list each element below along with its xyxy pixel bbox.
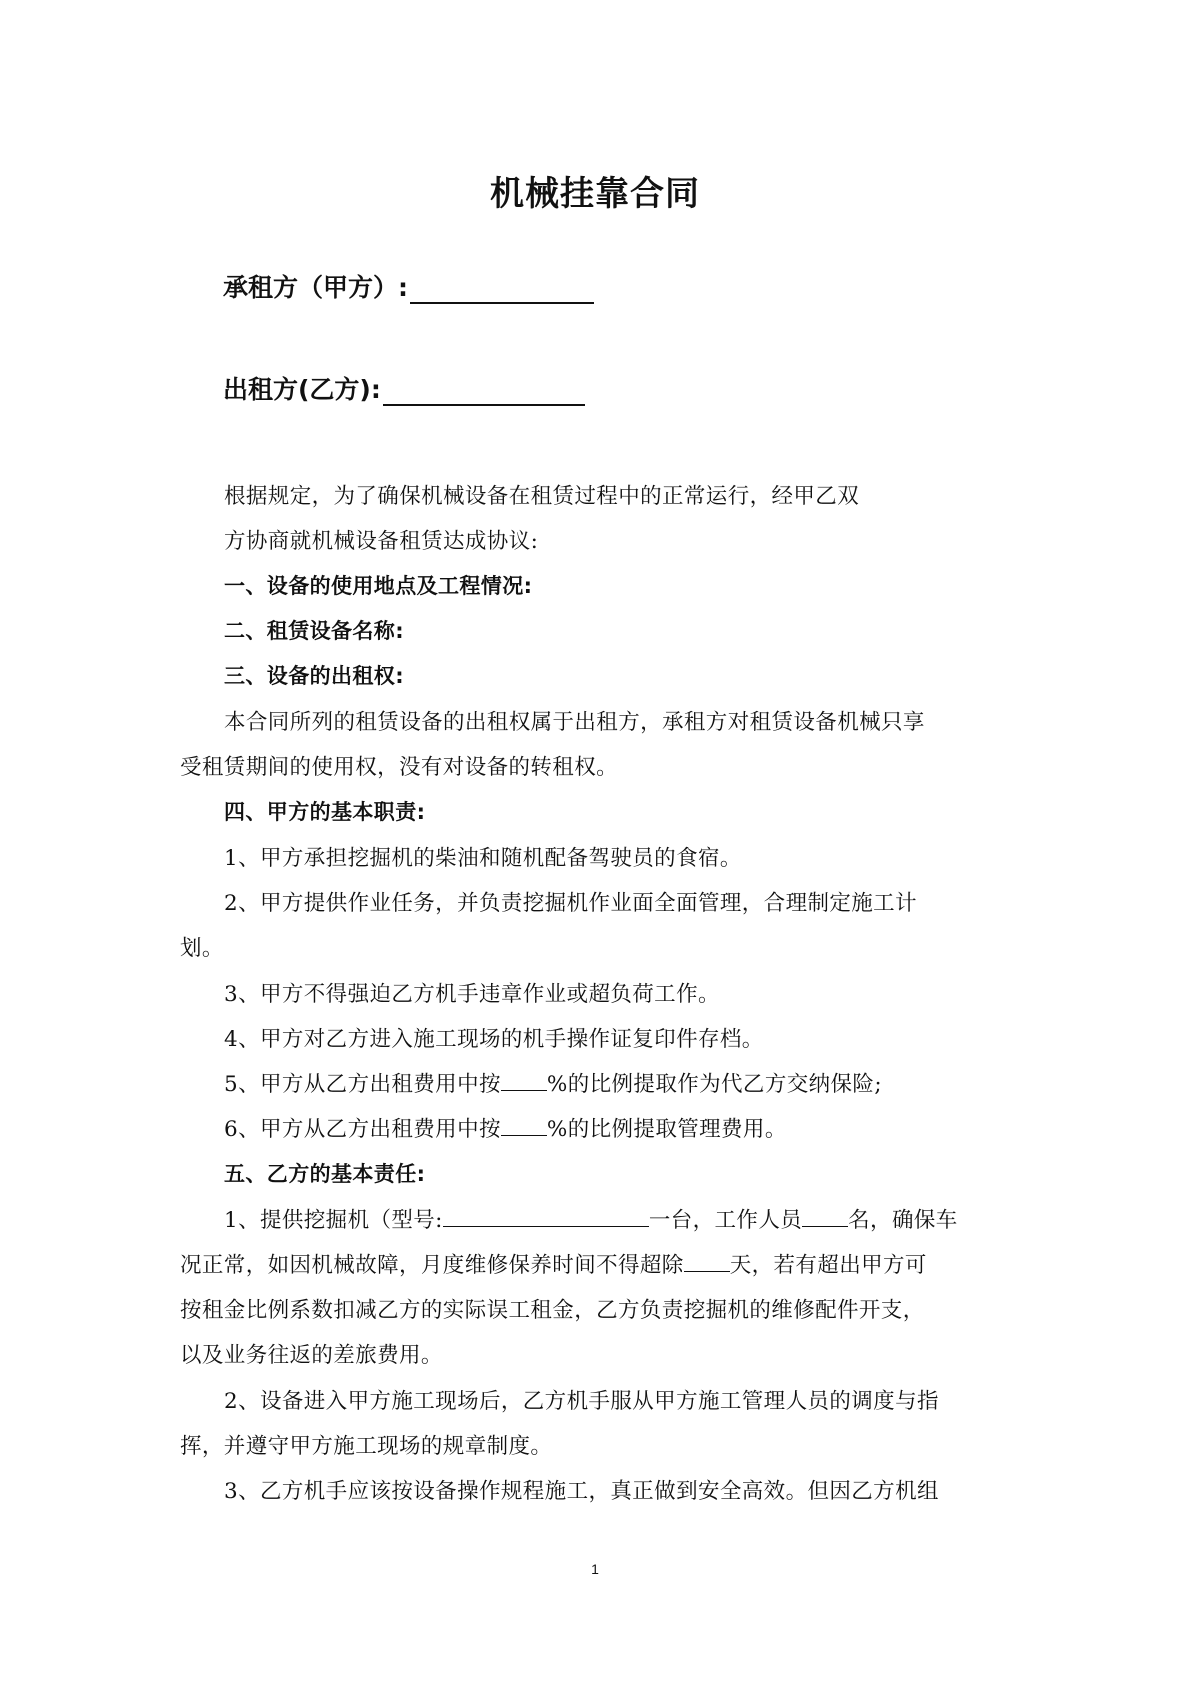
section-5-item-1-line-3: 按租金比例系数扣减乙方的实际误工租金，乙方负责挖掘机的维修配件开支， bbox=[180, 1298, 925, 1323]
intro-line-2: 方协商就机械设备租赁达成协议: bbox=[224, 529, 539, 554]
section-4-item-6-text-b: %的比例提取管理费用。 bbox=[546, 1117, 787, 1142]
section-3-body-line-2: 受租赁期间的使用权，没有对设备的转租权。 bbox=[180, 755, 619, 780]
management-percent-blank bbox=[501, 1115, 547, 1136]
section-heading-5: 五、乙方的基本责任: bbox=[224, 1162, 426, 1186]
section-5-item-1-text-e: 天，若有超出甲方可 bbox=[729, 1253, 927, 1278]
section-heading-4: 四、甲方的基本职责: bbox=[224, 800, 426, 824]
section-5-item-1-text-c: 名，确保车 bbox=[848, 1208, 958, 1233]
lessee-label: 承租方（甲方）: bbox=[223, 273, 408, 302]
section-5-item-1-text-a: 1、提供挖掘机（型号: bbox=[224, 1208, 443, 1233]
section-4-item-1: 1、甲方承担挖掘机的柴油和随机配备驾驶员的食宿。 bbox=[224, 846, 742, 871]
section-5-item-1-line-4: 以及业务往返的差旅费用。 bbox=[180, 1343, 443, 1368]
section-5-item-1-line-1 bbox=[224, 1203, 958, 1234]
page-number: 1 bbox=[591, 1561, 599, 1577]
section-4-item-2-line-2: 划。 bbox=[180, 936, 224, 961]
section-3-body-line-1: 本合同所列的租赁设备的出租权属于出租方，承租方对租赁设备机械只享 bbox=[224, 710, 925, 735]
section-5-item-1-text-d: 况正常，如因机械故障，月度维修保养时间不得超除 bbox=[180, 1253, 684, 1278]
staff-count-blank bbox=[802, 1206, 848, 1227]
section-5-item-1-text-b: 一台，工作人员 bbox=[648, 1208, 803, 1233]
section-5-item-2-line-2: 挥，并遵守甲方施工现场的规章制度。 bbox=[180, 1434, 553, 1459]
insurance-percent-blank bbox=[501, 1070, 547, 1091]
intro-line-1: 根据规定，为了确保机械设备在租赁过程中的正常运行，经甲乙双 bbox=[224, 484, 860, 509]
section-heading-3: 三、设备的出租权: bbox=[224, 664, 404, 688]
lessor-label: 出租方(乙方): bbox=[223, 375, 381, 404]
section-4-item-4: 4、甲方对乙方进入施工现场的机手操作证复印件存档。 bbox=[224, 1027, 764, 1052]
section-heading-1: 一、设备的使用地点及工程情况: bbox=[224, 574, 533, 598]
section-4-item-5 bbox=[224, 1067, 882, 1098]
lessee-party-line bbox=[223, 268, 594, 304]
section-5-item-3-line-1: 3、乙方机手应该按设备操作规程施工，真正做到安全高效。但因乙方机组 bbox=[224, 1479, 939, 1504]
lessor-blank bbox=[383, 378, 585, 406]
section-4-item-6 bbox=[224, 1112, 787, 1143]
section-4-item-3: 3、甲方不得强迫乙方机手违章作业或超负荷工作。 bbox=[224, 982, 720, 1007]
lessee-blank bbox=[410, 276, 594, 304]
lessor-party-line bbox=[223, 370, 585, 406]
document-title: 机械挂靠合同 bbox=[490, 174, 700, 214]
section-4-item-5-text-b: %的比例提取作为代乙方交纳保险; bbox=[546, 1072, 882, 1097]
maintenance-days-blank bbox=[684, 1251, 730, 1272]
section-4-item-2-line-1: 2、甲方提供作业任务，并负责挖掘机作业面全面管理，合理制定施工计 bbox=[224, 891, 917, 916]
model-blank bbox=[443, 1206, 649, 1227]
section-5-item-2-line-1: 2、设备进入甲方施工现场后，乙方机手服从甲方施工管理人员的调度与指 bbox=[224, 1389, 939, 1414]
section-5-item-1-line-2 bbox=[180, 1248, 927, 1279]
section-heading-2: 二、租赁设备名称: bbox=[224, 619, 404, 643]
section-4-item-6-text-a: 6、甲方从乙方出租费用中按 bbox=[224, 1117, 501, 1142]
section-4-item-5-text-a: 5、甲方从乙方出租费用中按 bbox=[224, 1072, 501, 1097]
